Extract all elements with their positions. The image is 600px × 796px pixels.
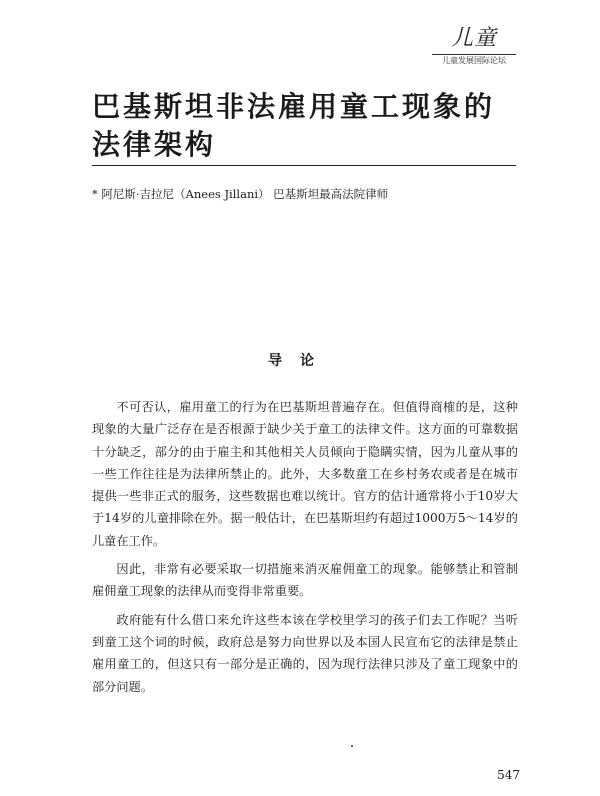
article-body bbox=[92, 396, 518, 704]
paragraph-2: 因此，非常有必要采取一切措施来消灭雇佣童工的现象。能够禁止和管制雇佣童工现象的法律从而变得非常重要。 bbox=[92, 562, 518, 599]
title-line-1: 巴基斯坦非法雇用童工现象的 bbox=[92, 90, 496, 123]
scan-speck bbox=[351, 745, 353, 747]
title-divider bbox=[92, 165, 516, 166]
title-line-2: 法律架构 bbox=[92, 128, 217, 161]
logo-calligraphy: 儿童 bbox=[450, 26, 497, 51]
journal-logo bbox=[432, 24, 516, 68]
paragraph-3: 政府能有什么借口来允许这些本该在学校里学习的孩子们去工作呢？当听到童工这个词的时候，政府总是努力向世界以及本国人民宣布它的法律是禁止雇用童工的，但这只有一部分是正确的，因为现行法律只涉及了童工现象中的部分问题。 bbox=[92, 612, 518, 694]
author-byline: * 阿尼斯·吉拉尼（Anees Jillani） 巴基斯坦最高法院律师 bbox=[92, 187, 389, 201]
logo-caption: 儿童发展国际论坛 bbox=[432, 54, 516, 66]
page-number: 547 bbox=[497, 768, 520, 782]
article-title bbox=[92, 88, 532, 164]
paragraph-1: 不可否认，雇用童工的行为在巴基斯坦普遍存在。但值得商榷的是，这种现象的大量广泛存在是否根源于缺少关于童工的法律文件。这方面的可靠数据十分缺乏，部分的由于雇主和其他相关人员倾向于隐瞒实情，因为儿童从事的一些工作往往是为法律所禁止的。此外，大多数童工在乡村务农或者是在城市提供一些非正式的服务，这些数据也难以统计。官方的估计通常将小于10岁大于14岁的儿童排除在外。据一般估计，在巴基斯坦约有超过1000万5～14岁的儿童在工作。 bbox=[92, 400, 518, 548]
section-heading: 导论 bbox=[268, 353, 332, 369]
